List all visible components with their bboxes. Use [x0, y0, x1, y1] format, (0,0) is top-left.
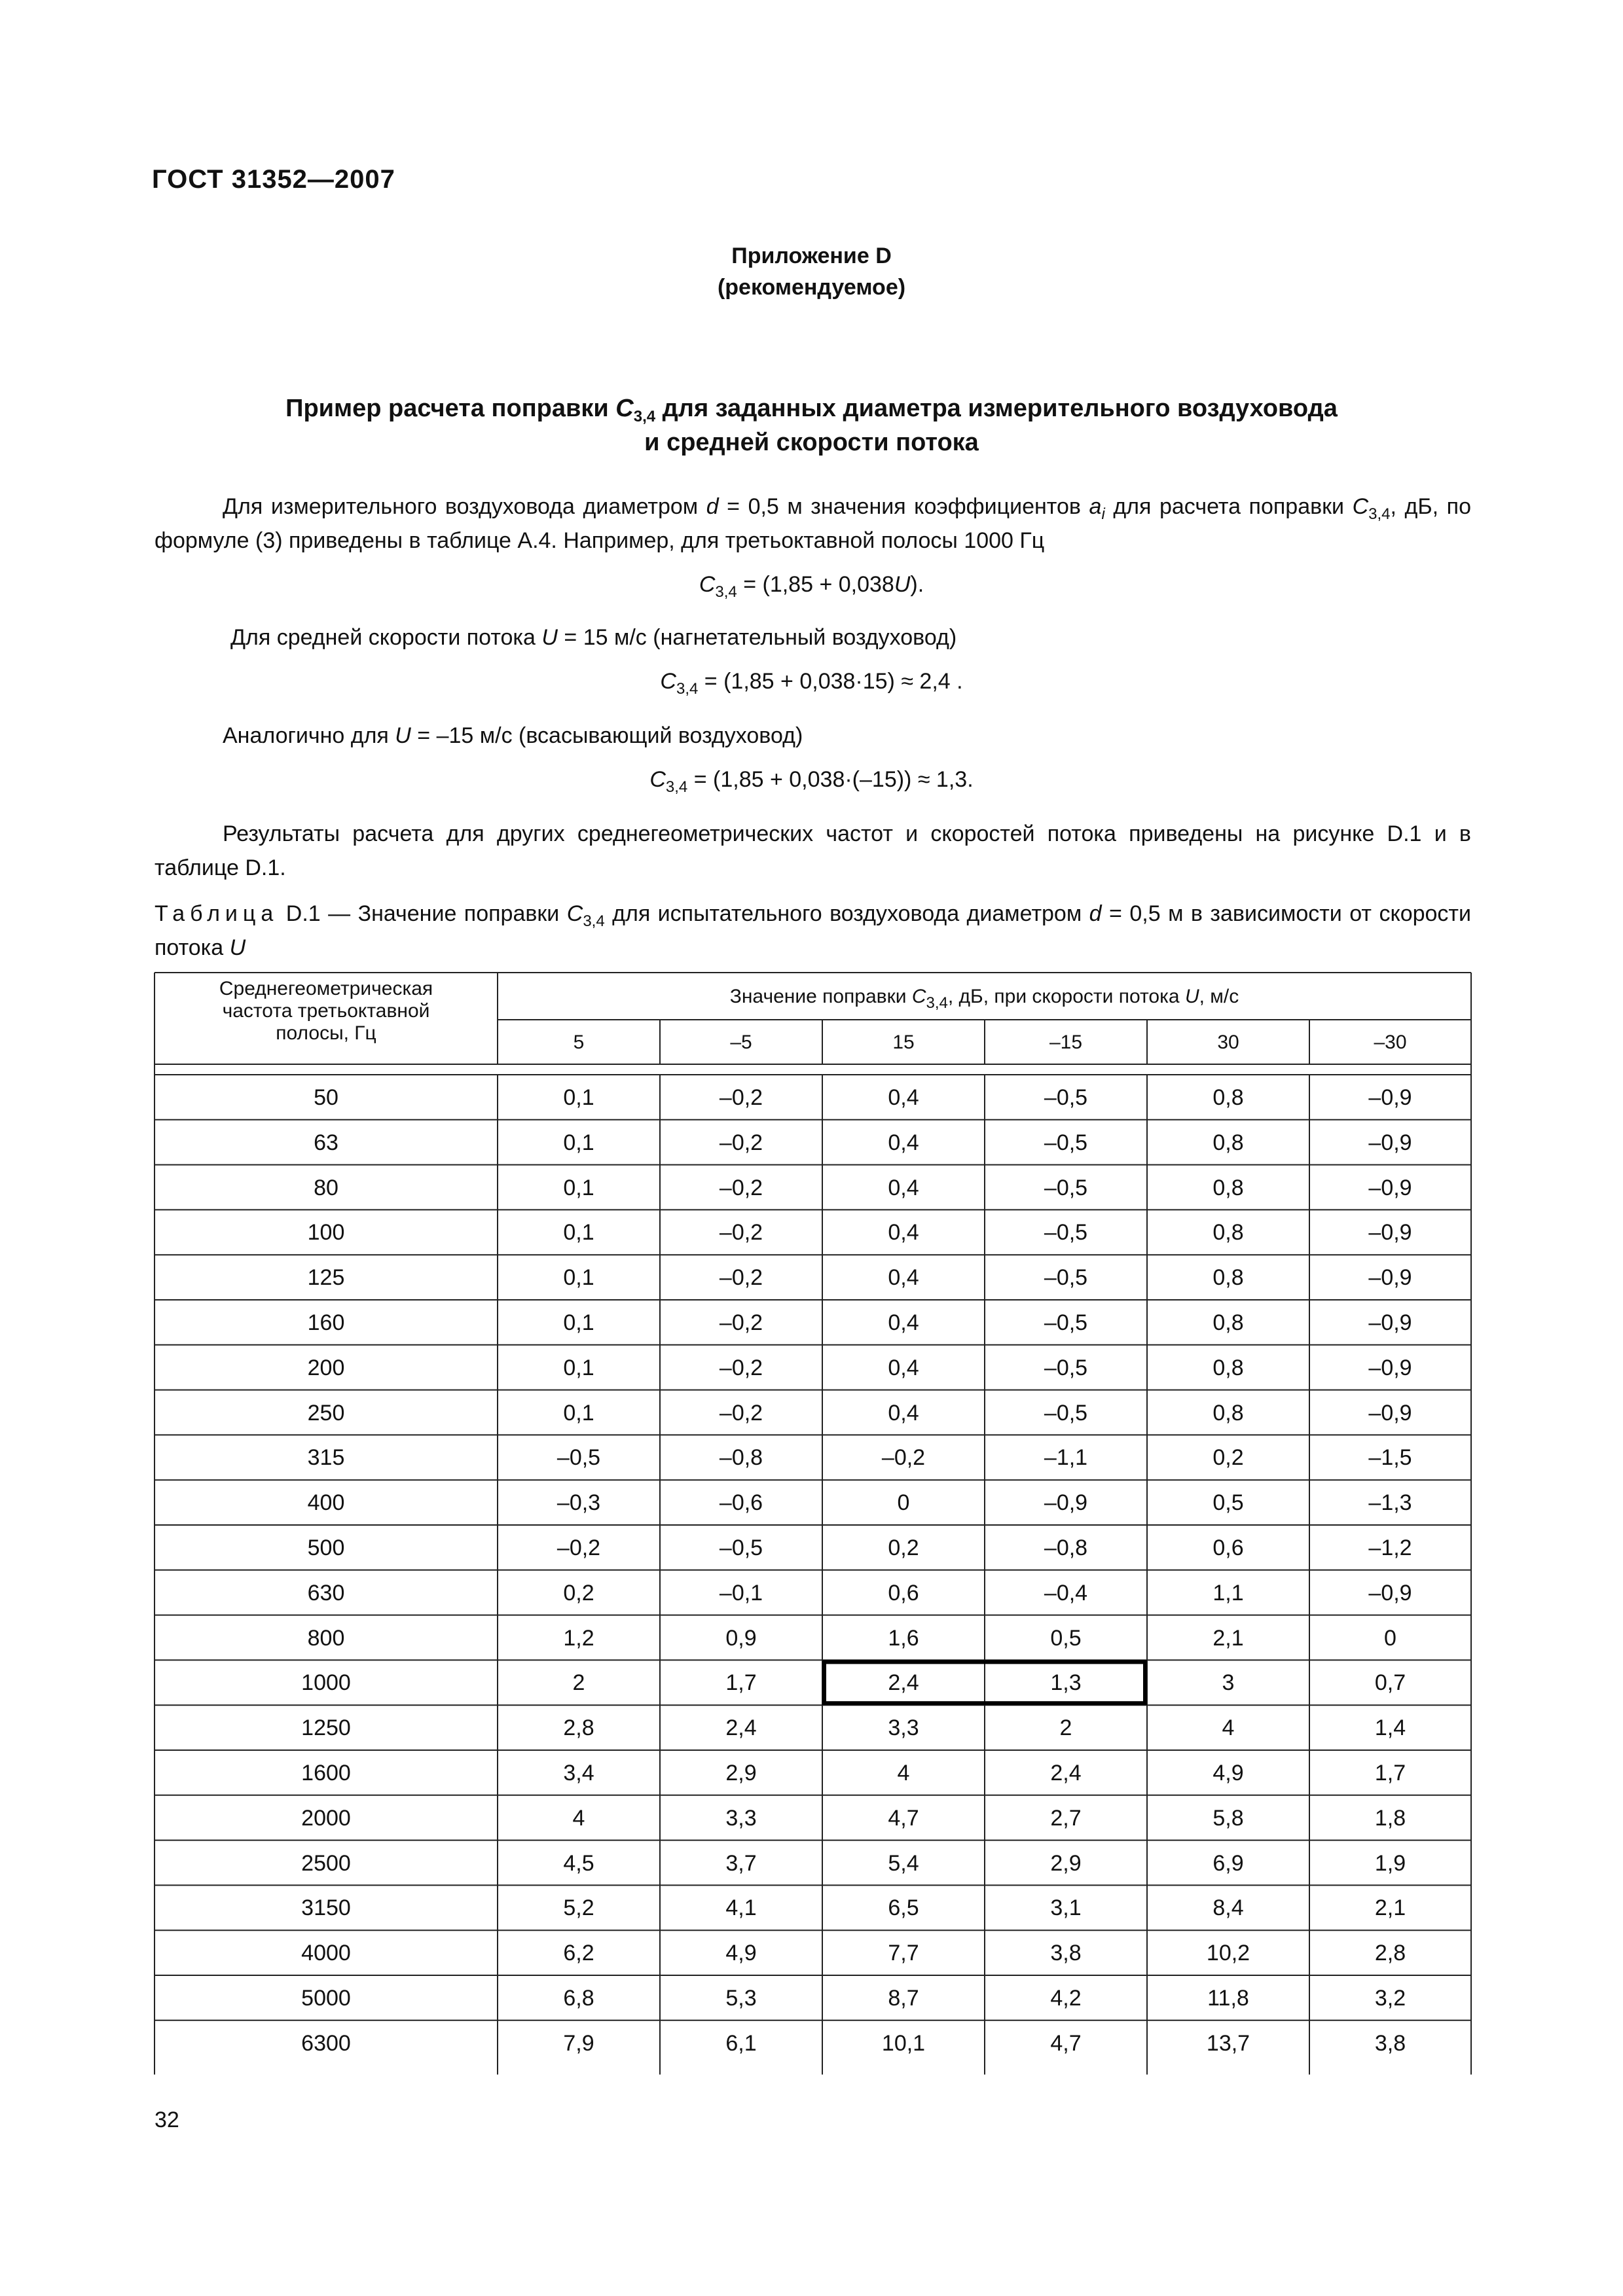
value-cell: –1,1	[1044, 1445, 1088, 1471]
text: 3,4	[715, 583, 737, 601]
value-cell: –0,5	[1044, 1085, 1088, 1110]
value-cell: 2,4	[725, 1715, 757, 1741]
frequency-cell: 5000	[301, 1986, 351, 2011]
title-var: C	[615, 395, 634, 422]
value-cell: 2	[572, 1670, 585, 1696]
value-cell: 7,9	[563, 2030, 594, 2056]
text: C	[1352, 494, 1369, 519]
document-header: ГОСТ 31352—2007	[152, 165, 395, 194]
value-cell: 5,2	[563, 1895, 594, 1921]
value-cell: 2,9	[725, 1761, 757, 1785]
text: C	[566, 901, 583, 926]
value-cell: 0	[897, 1490, 910, 1516]
value-cell: –0,2	[719, 1265, 763, 1291]
value-cell: 1,1	[1213, 1580, 1244, 1605]
value-cell: 4	[1222, 1715, 1235, 1741]
value-cell: 0,8	[1213, 1310, 1244, 1335]
value-cell: –0,9	[1368, 1355, 1412, 1380]
value-cell: 4,9	[1213, 1761, 1244, 1785]
value-cell: 3,8	[1050, 1941, 1082, 1966]
value-cell: 11,8	[1207, 1986, 1249, 2011]
title-text: Пример расчета поправки	[285, 395, 616, 422]
formula-1	[0, 572, 1623, 601]
value-cell: –0,9	[1044, 1490, 1088, 1516]
value-cell: –0,5	[1044, 1220, 1088, 1246]
header-line: частота третьоктавной	[222, 1000, 430, 1022]
text: , м/с	[1199, 986, 1239, 1007]
text: Для измерительного воздуховода диаметром	[223, 494, 706, 519]
value-cell: –0,2	[556, 1535, 601, 1560]
text: = (1,85 + 0,038·15) ≈ 2,4 .	[698, 669, 963, 694]
speed-header-cell: 30	[1217, 1031, 1239, 1053]
value-cell: –1,3	[1368, 1490, 1412, 1516]
value-cell: 0,2	[888, 1535, 919, 1560]
text: 3,4	[926, 994, 948, 1012]
value-cell: 6,9	[1213, 1850, 1244, 1876]
paragraph-2	[230, 620, 1471, 655]
table-caption	[155, 897, 1471, 965]
value-cell: –0,5	[1044, 1355, 1088, 1380]
value-cell: –0,3	[556, 1490, 601, 1516]
text: 3,4	[583, 912, 605, 930]
value-cell: 4,2	[1050, 1986, 1082, 2011]
value-cell: 1,9	[1374, 1850, 1406, 1876]
value-cell: 3,8	[1374, 2030, 1406, 2056]
frequency-cell: 500	[307, 1535, 345, 1560]
value-cell: –0,2	[719, 1310, 763, 1335]
value-cell: 2,4	[888, 1670, 919, 1696]
value-cell: –0,5	[1044, 1130, 1088, 1155]
text: для испытательного воздуховода диаметром	[604, 901, 1089, 926]
value-cell: 8,7	[888, 1986, 919, 2011]
value-cell: –0,9	[1368, 1310, 1412, 1335]
col-header-frequency	[155, 978, 498, 1045]
text: , дБ, при скорости потока	[947, 986, 1185, 1007]
frequency-cell: 50	[314, 1085, 338, 1110]
text: d	[706, 494, 719, 519]
value-cell: 13,7	[1206, 2030, 1250, 2056]
value-cell: 2,9	[1050, 1850, 1082, 1876]
value-cell: 1,7	[1374, 1761, 1406, 1785]
value-cell: –0,2	[719, 1355, 763, 1380]
text: d	[1089, 901, 1102, 926]
value-cell: 2,7	[1050, 1805, 1082, 1831]
value-cell: 6,8	[563, 1986, 594, 2011]
frequency-cell: 3150	[301, 1895, 351, 1921]
value-cell: 3,2	[1374, 1986, 1406, 2011]
value-cell: 0,4	[888, 1130, 919, 1155]
frequency-cell: 6300	[301, 2030, 351, 2056]
text: = –15 м/с (всасывающий воздуховод)	[410, 723, 803, 748]
header-line: Среднегеометрическая	[219, 978, 433, 999]
frequency-cell: 315	[307, 1445, 345, 1471]
value-cell: –0,9	[1368, 1580, 1412, 1605]
value-cell: –0,2	[881, 1445, 926, 1471]
value-cell: 4	[897, 1761, 910, 1785]
text: для расчета поправки	[1104, 494, 1353, 519]
text: = (1,85 + 0,038·(–15)) ≈ 1,3.	[687, 767, 974, 792]
value-cell: –0,8	[1044, 1535, 1088, 1560]
col-group-header	[498, 986, 1471, 1012]
text: Для средней скорости потока	[230, 625, 542, 650]
appendix-type: (рекомендуемое)	[717, 275, 906, 300]
value-cell: 0,4	[888, 1265, 919, 1291]
frequency-cell: 2000	[301, 1805, 351, 1831]
value-cell: –0,8	[719, 1445, 763, 1471]
frequency-cell: 125	[307, 1265, 345, 1291]
paragraph-1	[155, 490, 1471, 558]
text: C	[699, 572, 716, 597]
speed-header-cell: 15	[892, 1031, 915, 1053]
text: i	[1101, 505, 1105, 523]
value-cell: 3,4	[563, 1761, 594, 1785]
value-cell: 6,2	[563, 1941, 594, 1966]
text: = 0,5 м значения коэффициентов	[718, 494, 1089, 519]
value-cell: 10,1	[881, 2030, 926, 2056]
value-cell: 0,8	[1213, 1265, 1244, 1291]
frequency-cell: 200	[307, 1355, 345, 1380]
value-cell: 1,2	[563, 1625, 594, 1651]
value-cell: –0,5	[556, 1445, 601, 1471]
title-text: для заданных диаметра измерительного воздуховода	[655, 395, 1338, 422]
value-cell: 0,6	[888, 1580, 919, 1605]
value-cell: 0,8	[1213, 1130, 1244, 1155]
value-cell: –0,5	[1044, 1310, 1088, 1335]
text: Значение поправки	[729, 986, 912, 1007]
value-cell: –0,5	[1044, 1175, 1088, 1200]
value-cell: 1,7	[725, 1670, 757, 1696]
text: = (1,85 + 0,038	[737, 572, 894, 597]
appendix-title: Приложение D	[731, 243, 892, 268]
value-cell: 0,1	[563, 1085, 594, 1110]
value-cell: 0,7	[1374, 1670, 1406, 1696]
section-title	[157, 391, 1466, 459]
value-cell: 1,3	[1050, 1670, 1082, 1696]
value-cell: 2,1	[1213, 1625, 1244, 1651]
value-cell: 5,3	[725, 1986, 757, 2011]
value-cell: –0,9	[1368, 1400, 1412, 1426]
frequency-cell: 1000	[301, 1670, 351, 1696]
value-cell: –1,5	[1368, 1445, 1412, 1471]
value-cell: 0,2	[1213, 1445, 1244, 1471]
text: U	[229, 935, 246, 960]
value-cell: 3,7	[725, 1850, 757, 1876]
text: = 15 м/с (нагнетательный воздуховод)	[557, 625, 957, 650]
value-cell: 6,1	[725, 2030, 757, 2056]
value-cell: 3,3	[725, 1805, 757, 1831]
value-cell: 0,8	[1213, 1085, 1244, 1110]
value-cell: 4,5	[563, 1850, 594, 1876]
frequency-cell: 800	[307, 1625, 345, 1651]
value-cell: 4	[572, 1805, 585, 1831]
value-cell: –0,9	[1368, 1220, 1412, 1246]
text: 3,4	[1368, 505, 1391, 523]
value-cell: 0,5	[1050, 1625, 1082, 1651]
text: = 0,5 м в зависимости от скорости потока	[155, 901, 1471, 960]
value-cell: 1,8	[1374, 1805, 1406, 1831]
frequency-cell: 2500	[301, 1850, 351, 1876]
text: C	[911, 986, 926, 1007]
value-cell: 8,4	[1213, 1895, 1244, 1921]
value-cell: 2,4	[1050, 1761, 1082, 1785]
formula-3	[0, 767, 1623, 796]
value-cell: –0,4	[1044, 1580, 1088, 1605]
text: , дБ, по формуле (3) приведены в таблице А.4. Например, для третьоктавной полосы 1000 Гц	[155, 494, 1471, 553]
value-cell: 0,1	[563, 1130, 594, 1155]
value-cell: 0,1	[563, 1175, 594, 1200]
value-cell: –0,6	[719, 1490, 763, 1516]
value-cell: 1,6	[888, 1625, 919, 1651]
value-cell: 4,7	[888, 1805, 919, 1831]
title-text: и средней скорости потока	[644, 429, 979, 456]
value-cell: –0,1	[719, 1580, 763, 1605]
speed-header-cell: –30	[1374, 1031, 1407, 1053]
value-cell: –0,9	[1368, 1085, 1412, 1110]
value-cell: –0,5	[719, 1535, 763, 1560]
text: ).	[910, 572, 924, 597]
value-cell: 1,4	[1374, 1715, 1406, 1741]
value-cell: –0,5	[1044, 1400, 1088, 1426]
value-cell: –1,2	[1368, 1535, 1412, 1560]
value-cell: 0,5	[1213, 1490, 1244, 1516]
value-cell: –0,9	[1368, 1265, 1412, 1291]
speed-header-cell: –15	[1049, 1031, 1083, 1053]
caption-label: Таблица	[155, 901, 279, 926]
value-cell: –0,2	[719, 1400, 763, 1426]
value-cell: 2,1	[1374, 1895, 1406, 1921]
value-cell: 3	[1222, 1670, 1235, 1696]
frequency-cell: 630	[307, 1580, 345, 1605]
frequency-cell: 1600	[301, 1761, 351, 1785]
frequency-cell: 63	[314, 1130, 338, 1155]
text: U	[1184, 986, 1199, 1007]
value-cell: 5,8	[1213, 1805, 1244, 1831]
value-cell: 0,4	[888, 1220, 919, 1246]
value-cell: 10,2	[1206, 1941, 1250, 1966]
text: U	[894, 572, 911, 597]
paragraph-4: Результаты расчета для других среднегеометрических частот и скоростей потока приведены на рисунке D.1 и в таблице D.1.	[155, 821, 1471, 880]
text: U	[541, 625, 558, 650]
value-cell: –0,5	[1044, 1265, 1088, 1291]
value-cell: 2	[1059, 1715, 1072, 1741]
value-cell: –0,2	[719, 1130, 763, 1155]
value-cell: 0,8	[1213, 1355, 1244, 1380]
value-cell: 7,7	[888, 1941, 919, 1966]
value-cell: 2,8	[563, 1715, 594, 1741]
value-cell: –0,2	[719, 1085, 763, 1110]
value-cell: 0,8	[1213, 1220, 1244, 1246]
frequency-cell: 400	[307, 1490, 345, 1516]
value-cell: –0,2	[719, 1220, 763, 1246]
value-cell: 0,2	[563, 1580, 594, 1605]
value-cell: 0,1	[563, 1265, 594, 1291]
value-cell: 0	[1384, 1625, 1396, 1651]
value-cell: 0,6	[1213, 1535, 1244, 1560]
text: 3,4	[676, 680, 699, 698]
text: C	[660, 669, 676, 694]
value-cell: 0,8	[1213, 1175, 1244, 1200]
value-cell: –0,9	[1368, 1175, 1412, 1200]
formula-2	[0, 669, 1623, 698]
text: U	[395, 723, 411, 748]
page-number: 32	[155, 2108, 179, 2132]
value-cell: 0,8	[1213, 1400, 1244, 1426]
header-line: полосы, Гц	[276, 1022, 376, 1044]
value-cell: 0,4	[888, 1355, 919, 1380]
frequency-cell: 160	[307, 1310, 345, 1335]
value-cell: 0,4	[888, 1310, 919, 1335]
text: 3,4	[665, 778, 688, 796]
frequency-cell: 1250	[301, 1715, 351, 1741]
value-cell: 4,1	[725, 1895, 757, 1921]
value-cell: 0,1	[563, 1310, 594, 1335]
text: Аналогично для	[223, 723, 395, 748]
frequency-cell: 250	[307, 1400, 345, 1426]
paragraph-3	[223, 719, 1471, 753]
frequency-cell: 4000	[301, 1941, 351, 1966]
value-cell: 0,4	[888, 1400, 919, 1426]
title-var-sub: 3,4	[633, 408, 656, 425]
value-cell: 5,4	[888, 1850, 919, 1876]
value-cell: 0,4	[888, 1085, 919, 1110]
value-cell: –0,9	[1368, 1130, 1412, 1155]
value-cell: 4,9	[725, 1941, 757, 1966]
text: a	[1089, 494, 1102, 519]
speed-header-cell: 5	[573, 1031, 585, 1053]
value-cell: 0,9	[725, 1625, 757, 1651]
value-cell: 4,7	[1050, 2030, 1082, 2056]
frequency-cell: 100	[307, 1220, 345, 1246]
value-cell: 0,1	[563, 1220, 594, 1246]
frequency-cell: 80	[314, 1175, 338, 1200]
value-cell: 0,4	[888, 1175, 919, 1200]
text: C	[649, 767, 666, 792]
value-cell: 3,3	[888, 1715, 919, 1741]
speed-header-cell: –5	[730, 1031, 752, 1053]
text: D.1 — Значение поправки	[278, 901, 567, 926]
value-cell: 3,1	[1050, 1895, 1082, 1921]
value-cell: 6,5	[888, 1895, 919, 1921]
value-cell: –0,2	[719, 1175, 763, 1200]
value-cell: 0,1	[563, 1355, 594, 1380]
value-cell: 2,8	[1374, 1941, 1406, 1966]
value-cell: 0,1	[563, 1400, 594, 1426]
